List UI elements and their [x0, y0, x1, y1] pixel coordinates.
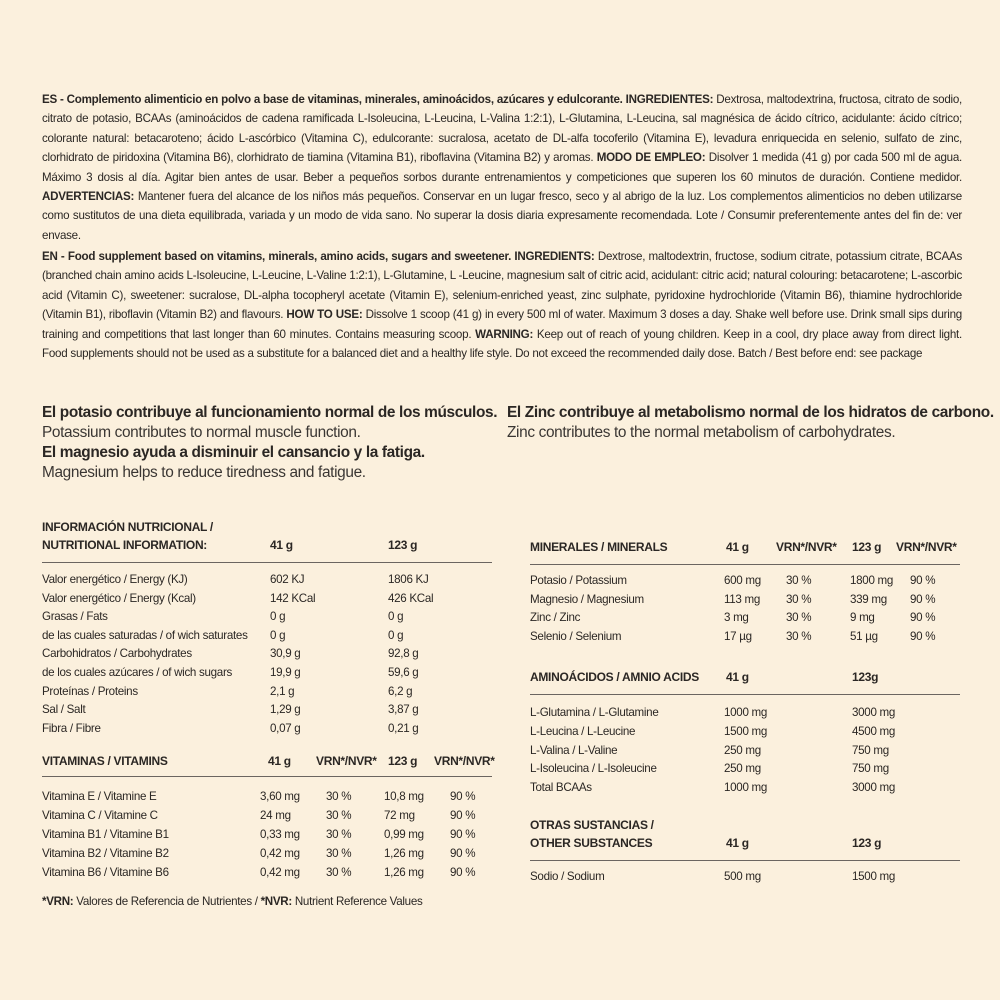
other-title-row: [530, 816, 960, 834]
divider: [42, 562, 492, 563]
row-value: 9 mg: [850, 611, 875, 624]
vitamins-col-vrn2: VRN*/NVR*: [434, 754, 495, 768]
nutrition-header-row: [42, 536, 492, 554]
divider: [530, 694, 960, 695]
table-row: [42, 807, 492, 825]
row-value: 1,26 mg: [384, 866, 424, 879]
row-label: Proteínas / Proteins: [42, 684, 138, 698]
table-row: [530, 760, 960, 778]
amino-col-41g: 41 g: [726, 670, 749, 684]
claim-en: Magnesium helps to reduce tiredness and fatigue.: [42, 464, 366, 481]
minerals-header-row: [530, 538, 960, 556]
row-value: 30 %: [786, 592, 812, 606]
table-row: [42, 571, 492, 589]
row-value: 250 mg: [724, 762, 761, 776]
row-label: Fibra / Fibre: [42, 721, 101, 735]
table-row: [42, 720, 492, 738]
row-value: 0,42 mg: [260, 866, 300, 879]
table-row: [530, 572, 960, 590]
other-col-41g: 41 g: [726, 836, 749, 850]
row-value: 72 mg: [384, 809, 415, 822]
en-heading: EN - Food supplement based on vitamins, minerals, amino acids, sugars and sweetener. INGREDIENTS:: [42, 250, 595, 263]
table-row: [42, 590, 492, 608]
row-value: 339 mg: [850, 592, 887, 606]
claim-es: El Zinc contribuye al metabolismo normal de los hidratos de carbono.: [507, 404, 994, 421]
es-ingredients: Dextrosa, maltodextrina, fructosa, citrato de sodio, citrato de potasio, BCAAs (aminoácidos de cadena ramificada L-Isoleucina, L-Leucina, L-Valina 1:2:1), L-Glutamina, L-Leucina, sal magnésica de ácido cítrico, acidulante: ácido cítrico; colorante natural: betacaroteno; ácido L-ascórbico (Vitamina C), edulcorante: sucralosa, acetato de DL-alfa tocoferilo (Vitamina E), levadura enriquecida en selenio, sulfato de zinc, clorhidrato de piridoxina (Vitamina B6), clorhidrato de tiamina (Vitamina B1), riboflavina (Vitamina B2) y aromas.: [42, 93, 963, 165]
minerals-title: MINERALES / MINERALS: [530, 540, 668, 554]
claim-es: El potasio contribuye al funcionamiento normal de los músculos.: [42, 404, 498, 421]
table-row: [530, 628, 960, 646]
vitamins-col-123g: 123 g: [388, 754, 418, 768]
vitamins-col-vrn1: VRN*/NVR*: [316, 754, 377, 768]
row-value: 19,9 g: [270, 666, 301, 679]
vitamins-header-row: [42, 752, 495, 770]
health-claims-right: [507, 403, 994, 443]
minerals-col-41g: 41 g: [726, 540, 749, 554]
row-value: 30 %: [786, 629, 812, 643]
nutrition-table: [42, 518, 492, 778]
vitamins-title: VITAMINAS / VITAMINS: [42, 754, 168, 768]
row-label: Sodio / Sodium: [530, 870, 605, 883]
table-row: [42, 608, 492, 626]
row-value: 51 µg: [850, 629, 878, 643]
es-usage: Disolver 1 medida (41 g) por cada 500 ml de agua. Máximo 3 dosis al día. Agitar bien antes de usar. Beber a pequeños sorbos durante entrenamientos y competiciones que superen los 60 minutos de duración. Contiene medidor.: [42, 151, 963, 184]
amino-acids-table: [530, 668, 960, 808]
row-value: 90 %: [450, 847, 476, 860]
amino-header-row: [530, 668, 960, 686]
footnote-vrn: *VRN:: [42, 895, 74, 908]
divider: [42, 776, 492, 777]
row-value: 30 %: [786, 574, 812, 587]
row-value: 3,87 g: [388, 703, 419, 717]
row-label: Grasas / Fats: [42, 610, 108, 624]
row-label: Vitamina B6 / Vitamine B6: [42, 866, 169, 879]
row-value: 0 g: [270, 610, 286, 624]
row-value: 0,99 mg: [384, 828, 424, 841]
row-label: Valor energético / Energy (KJ): [42, 573, 188, 586]
nutrition-col-123g: 123 g: [388, 538, 418, 552]
table-row: [42, 864, 492, 882]
vitamins-col-41g: 41 g: [268, 754, 291, 768]
claim-en: Zinc contributes to the normal metabolism of carbohydrates.: [507, 424, 896, 441]
en-warning: Keep out of reach of young children. Keep in a cool, dry place away from direct light. Food supplements should not be used as a substitute for a balanced diet and a healthy life style. Do not exceed the recommended daily dose. Batch / Best before end: see package: [42, 327, 962, 361]
footnote-nvr: *NVR:: [260, 895, 292, 908]
row-label: de los cuales azúcares / of wich sugars: [42, 666, 233, 679]
row-value: 500 mg: [724, 870, 761, 883]
table-row: [42, 788, 492, 806]
claim-es: El magnesio ayuda a disminuir el cansancio y la fatiga.: [42, 444, 425, 461]
minerals-col-123g: 123 g: [852, 540, 882, 554]
row-label: Magnesio / Magnesium: [530, 592, 644, 606]
amino-col-123g: 123g: [852, 670, 879, 684]
table-row: [530, 704, 960, 722]
row-label: Vitamina B2 / Vitamine B2: [42, 847, 169, 860]
nutrition-col-41g: 41 g: [270, 538, 293, 552]
table-row: [42, 701, 492, 719]
row-value: 1800 mg: [850, 574, 894, 587]
row-value: 0 g: [388, 628, 404, 642]
row-value: 90 %: [450, 866, 476, 879]
row-value: 90 %: [910, 592, 936, 606]
row-value: 90 %: [450, 809, 476, 822]
row-value: 250 mg: [724, 743, 761, 757]
row-value: 2,1 g: [270, 684, 295, 698]
row-value: 1,29 g: [270, 703, 301, 717]
row-value: 30 %: [326, 847, 352, 860]
row-value: 1,26 mg: [384, 847, 424, 860]
other-title-line1: OTRAS SUSTANCIAS /: [530, 818, 654, 832]
es-warning: Mantener fuera del alcance de los niños más pequeños. Conservar en un lugar fresco, seco y al abrigo de la luz. Los complementos alimenticios no deben utilizarse como sustitutos de una dieta equilibrada, variada y un modo de vida sano. No superar la dosis diaria expresamente recomendada. Lote / Consumir preferentemente antes del fin de: ver envase.: [42, 190, 962, 242]
row-value: 142 KCal: [270, 591, 316, 605]
table-row: [530, 609, 960, 627]
row-value: 1500 mg: [852, 870, 896, 883]
row-label: L-Valina / L-Valine: [530, 743, 618, 757]
table-row: [42, 645, 492, 663]
row-label: L-Leucina / L-Leucine: [530, 724, 636, 738]
table-row: [530, 779, 960, 797]
row-label: Vitamina E / Vitamine E: [42, 790, 157, 803]
row-value: 90 %: [450, 828, 476, 841]
row-value: 750 mg: [852, 762, 889, 776]
vitamins-table: [42, 752, 495, 882]
divider: [530, 860, 960, 861]
claim-en: Potassium contributes to normal muscle function.: [42, 424, 361, 441]
row-value: 1500 mg: [724, 724, 768, 738]
row-value: 1000 mg: [724, 781, 768, 795]
amino-title: AMINOÁCIDOS / AMNIO ACIDS: [530, 670, 699, 684]
row-value: 0,33 mg: [260, 828, 300, 841]
row-value: 90 %: [910, 611, 936, 624]
table-row: [530, 723, 960, 741]
row-value: 0,07 g: [270, 721, 301, 735]
row-value: 1806 KJ: [388, 573, 429, 586]
row-value: 90 %: [910, 629, 936, 643]
row-label: Zinc / Zinc: [530, 611, 581, 624]
row-value: 1000 mg: [724, 706, 768, 719]
row-label: Total BCAAs: [530, 781, 592, 795]
row-label: Potasio / Potassium: [530, 574, 627, 587]
row-label: L-Glutamina / L-Glutamine: [530, 706, 659, 719]
row-label: Vitamina B1 / Vitamine B1: [42, 828, 169, 841]
table-row: [42, 627, 492, 645]
es-heading: ES - Complemento alimenticio en polvo a base de vitaminas, minerales, aminoácidos, azúcares y edulcorante. INGREDIENTES:: [42, 93, 714, 106]
spanish-label-text: [42, 90, 962, 245]
row-label: Vitamina C / Vitamine C: [42, 809, 158, 822]
row-label: Carbohidratos / Carbohydrates: [42, 647, 192, 661]
table-row: [530, 868, 960, 886]
row-value: 0 g: [388, 610, 404, 624]
english-label-text: [42, 247, 962, 363]
row-value: 59,6 g: [388, 666, 419, 679]
other-col-123g: 123 g: [852, 836, 882, 850]
footnote-vrn-text: Valores de Referencia de Nutrientes /: [73, 895, 261, 908]
row-label: Valor energético / Energy (Kcal): [42, 591, 196, 605]
row-label: Selenio / Selenium: [530, 629, 622, 643]
other-header-row: [530, 834, 960, 852]
row-value: 30 %: [326, 828, 352, 841]
row-value: 3000 mg: [852, 706, 896, 719]
nutrition-title-line1: INFORMACIÓN NUTRICIONAL /: [42, 520, 213, 534]
es-usage-heading: MODO DE EMPLEO:: [596, 151, 706, 165]
table-row: [42, 683, 492, 701]
row-value: 30 %: [786, 611, 812, 624]
en-warning-heading: WARNING:: [475, 327, 534, 341]
row-value: 6,2 g: [388, 684, 413, 698]
other-substances-table: [530, 816, 960, 896]
row-value: 30 %: [326, 809, 352, 822]
table-row: [42, 826, 492, 844]
row-value: 30 %: [326, 790, 352, 803]
other-title-line2: OTHER SUBSTANCES: [530, 836, 653, 850]
health-claims-left: [42, 403, 497, 483]
row-value: 3,60 mg: [260, 790, 300, 803]
row-value: 426 KCal: [388, 591, 434, 605]
row-value: 17 µg: [724, 629, 752, 643]
row-value: 602 KJ: [270, 573, 305, 586]
row-value: 90 %: [450, 790, 476, 803]
row-value: 0,42 mg: [260, 847, 300, 860]
row-value: 92,8 g: [388, 647, 419, 661]
row-value: 600 mg: [724, 574, 761, 587]
table-row: [42, 664, 492, 682]
footnote-nvr-text: Nutrient Reference Values: [291, 895, 423, 908]
en-usage-heading: HOW TO USE:: [286, 308, 363, 322]
row-value: 24 mg: [260, 809, 291, 822]
row-value: 4500 mg: [852, 724, 896, 738]
row-value: 30,9 g: [270, 647, 301, 661]
row-value: 10,8 mg: [384, 790, 424, 803]
row-label: L-Isoleucina / L-Isoleucine: [530, 762, 657, 776]
table-row: [42, 845, 492, 863]
row-value: 0,21 g: [388, 721, 419, 735]
nutrition-title-row: [42, 518, 492, 536]
table-row: [530, 591, 960, 609]
row-value: 0 g: [270, 628, 286, 642]
row-label: Sal / Salt: [42, 703, 86, 717]
nutrition-title-line2: NUTRITIONAL INFORMATION:: [42, 538, 208, 552]
divider: [530, 564, 960, 565]
footnote: [42, 895, 422, 908]
table-row: [530, 742, 960, 760]
row-value: 3000 mg: [852, 781, 896, 795]
minerals-col-vrn1: VRN*/NVR*: [776, 540, 837, 554]
row-value: 750 mg: [852, 743, 889, 757]
row-value: 90 %: [910, 574, 936, 587]
en-usage: Dissolve 1 scoop (41 g) in every 500 ml of water. Maximum 3 doses a day. Shake well before use. Drink small sips during training and competitions that last longer than 60 minutes. Contains measuring scoop.: [42, 308, 962, 341]
row-value: 113 mg: [724, 592, 761, 606]
minerals-table: [530, 538, 960, 648]
es-warning-heading: ADVERTENCIAS:: [42, 190, 135, 204]
row-value: 30 %: [326, 866, 352, 879]
en-ingredients: Dextrose, maltodextrin, fructose, sodium citrate, potassium citrate, BCAAs (branched chain amino acids L-Isoleucine, L-Leucine, L-Valine 1:2:1), L-Glutamine, L -Leucine, magnesium salt of citric acid, acidulant: citric acid; natural colouring: betacarotene; L-ascorbic acid (Vitamin C), sweetener: sucralose, DL-alpha tocopheryl acetate (Vitamin E), selenium-enriched yeast, zinc sulphate, pyridoxine hydrochloride (Vitamin B6), thiamine hydrochloride (Vitamin B1), riboflavin (Vitamin B2) and flavours.: [42, 250, 962, 322]
minerals-col-vrn2: VRN*/NVR*: [896, 540, 957, 554]
row-label: de las cuales saturadas / of wich saturates: [42, 628, 248, 642]
row-value: 3 mg: [724, 611, 749, 624]
